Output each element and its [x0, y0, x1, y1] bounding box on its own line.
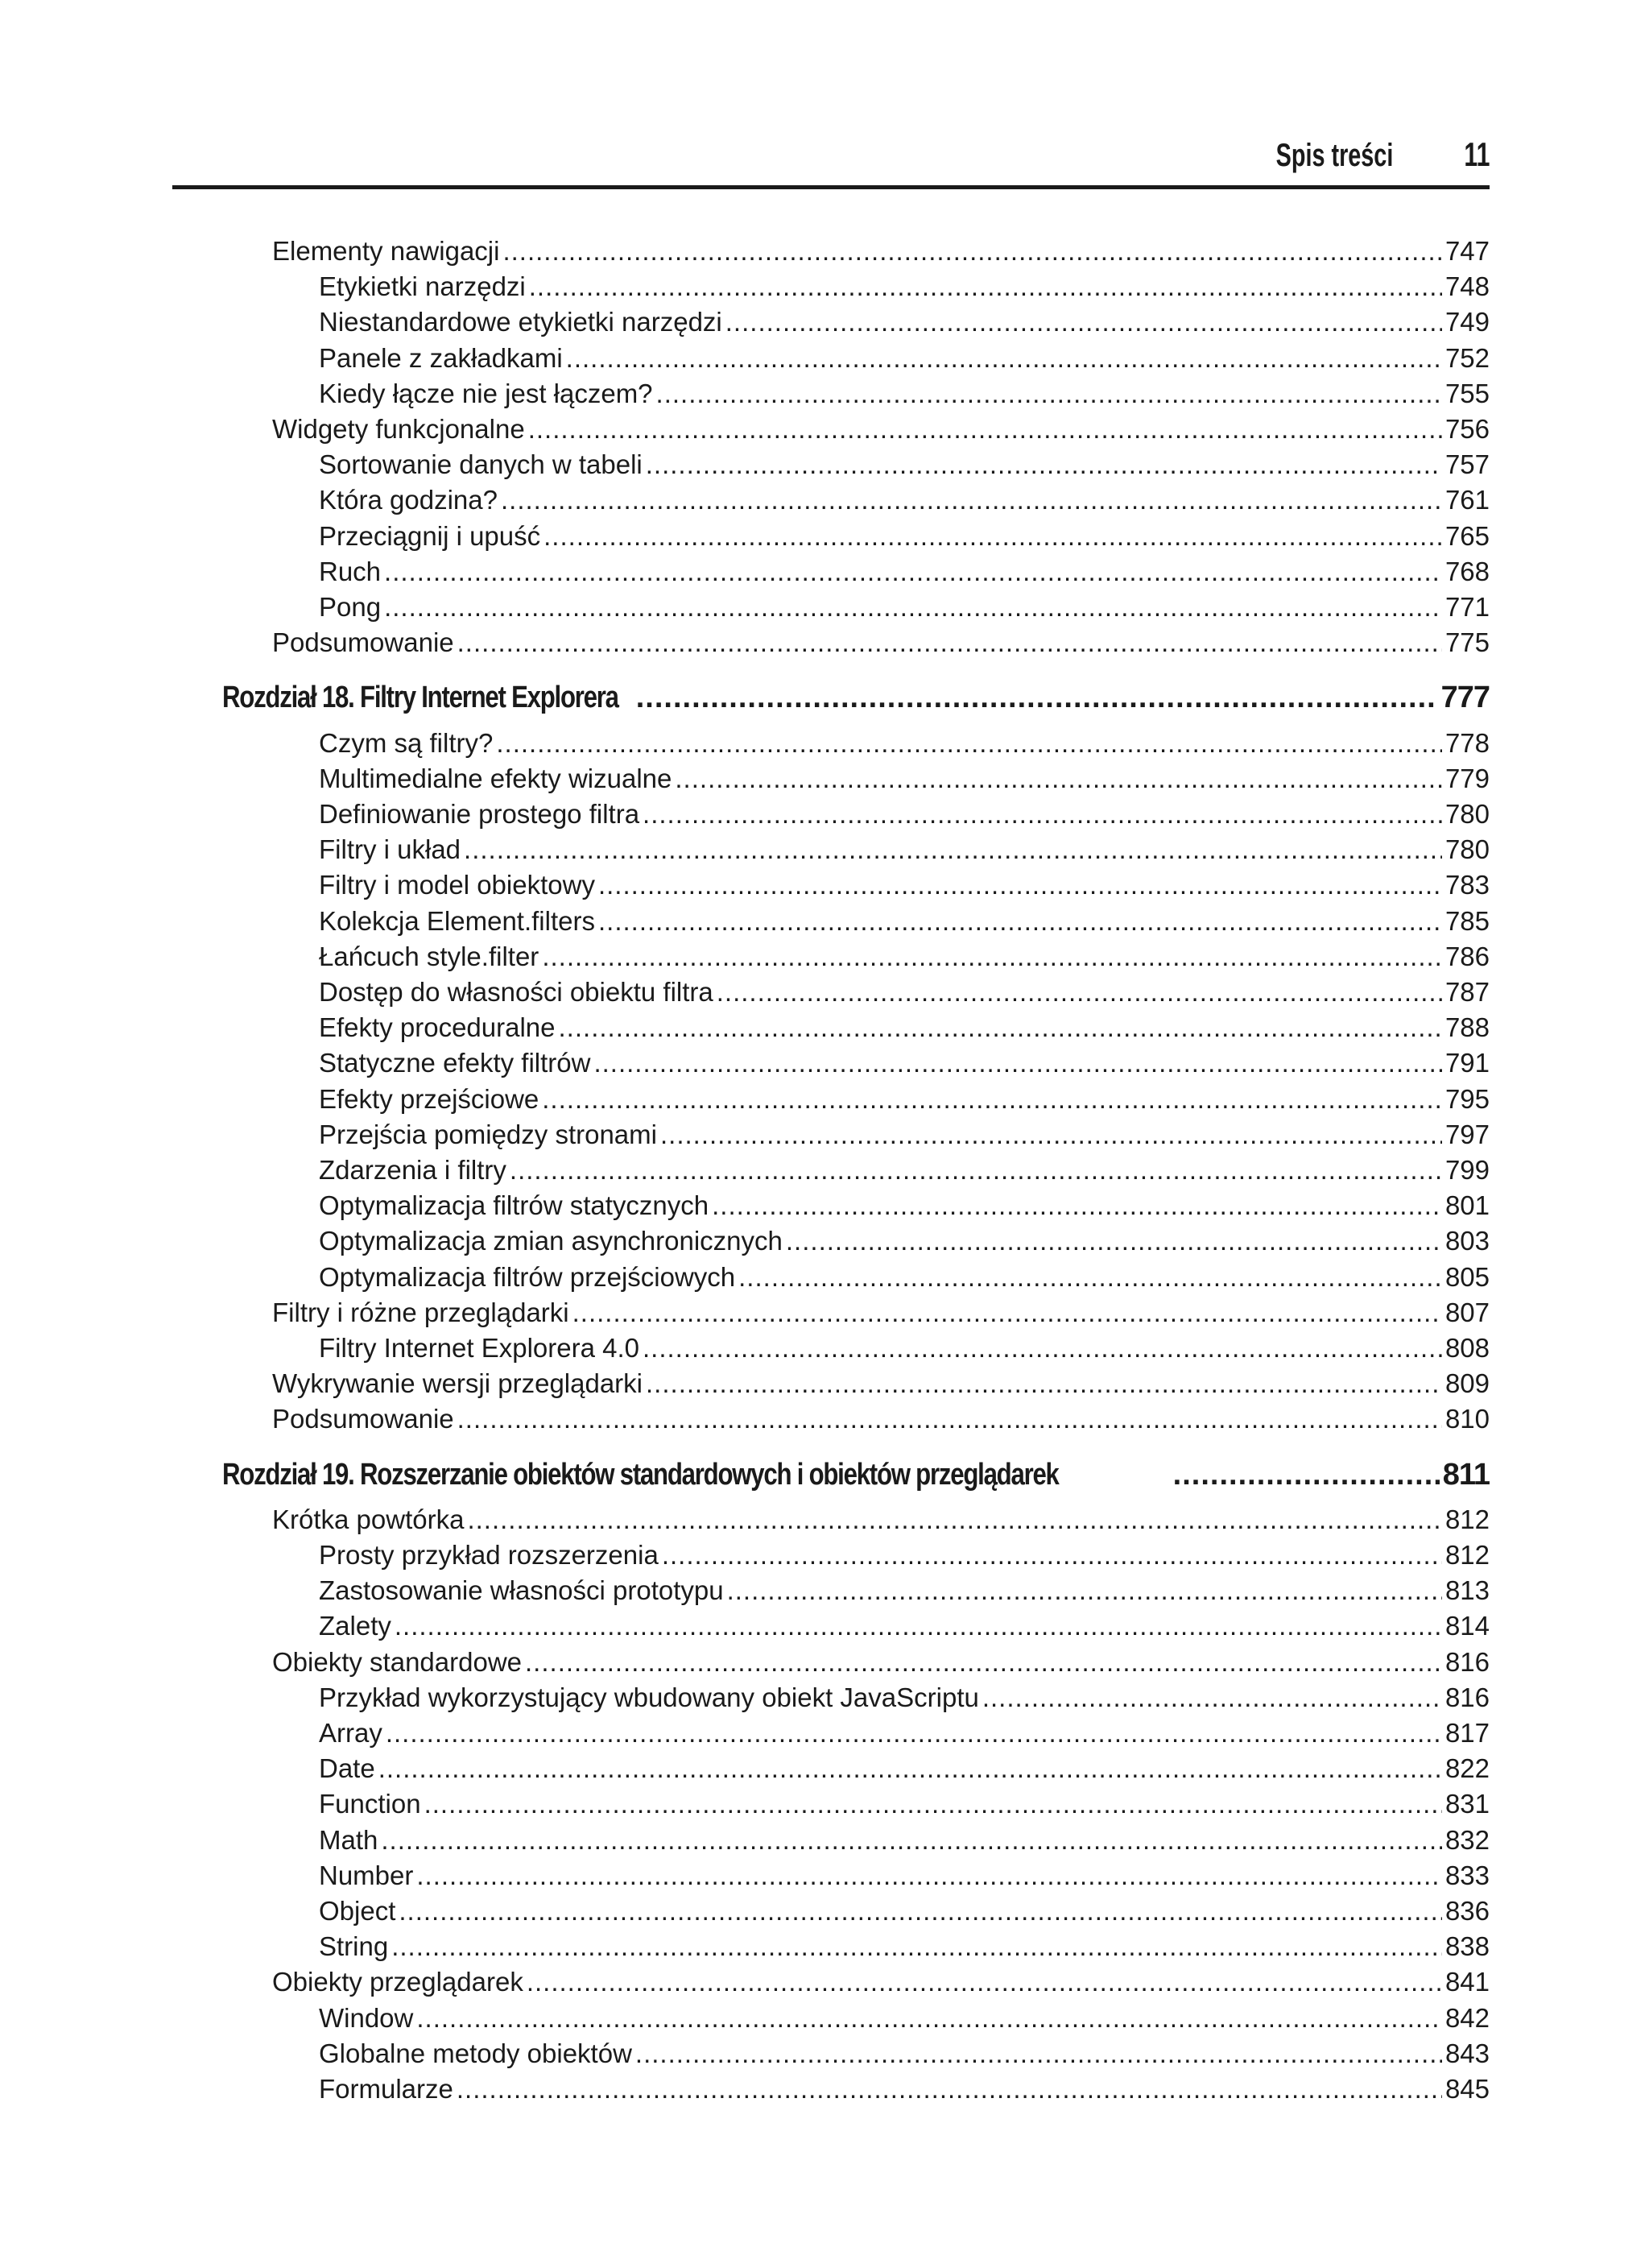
dot-leader: [395, 1608, 1442, 1644]
toc-entry-label: String: [319, 1931, 389, 1962]
toc-entry-page: 816: [1444, 1682, 1490, 1712]
toc-entry: [319, 1786, 1490, 1822]
toc-entry: [272, 1295, 1490, 1331]
toc-entry-page: 803: [1444, 1226, 1490, 1256]
toc-entry: [319, 519, 1490, 554]
toc-entry-page: 799: [1444, 1155, 1490, 1185]
toc-entry: [319, 975, 1490, 1010]
dot-leader: [542, 1082, 1442, 1117]
toc-entry-page: 812: [1444, 1540, 1490, 1570]
toc-entry: [319, 554, 1490, 590]
toc-entry-label: Definiowanie prostego filtra: [319, 799, 640, 829]
dot-leader: [416, 2001, 1442, 2036]
toc-entry-label: Czym są filtry?: [319, 727, 494, 758]
dot-leader: [675, 761, 1442, 797]
dot-leader: [501, 482, 1442, 518]
dot-leader: [510, 1153, 1442, 1188]
toc-entry-page: 842: [1444, 2002, 1490, 2033]
toc-entry: [319, 867, 1490, 903]
toc-entry: [319, 1260, 1490, 1295]
toc-entry-label: Filtry i model obiektowy: [319, 870, 595, 900]
toc-entry: [319, 1929, 1490, 1964]
toc-entry-page: 822: [1444, 1753, 1490, 1784]
toc-entry-page: 805: [1444, 1261, 1490, 1292]
dot-leader: [381, 1823, 1442, 1858]
toc-entry-label: Panele z zakładkami: [319, 342, 563, 373]
toc-entry: [319, 726, 1490, 761]
toc-entry: [319, 2036, 1490, 2071]
toc-entry-page: 832: [1444, 1824, 1490, 1855]
toc-entry-page: 752: [1444, 342, 1490, 373]
toc-entry-label: Zalety: [319, 1611, 391, 1641]
dot-leader: [643, 797, 1442, 832]
toc-entry-page: 831: [1444, 1789, 1490, 1819]
toc-entry: [319, 482, 1490, 518]
toc-entry-label: Number: [319, 1860, 414, 1890]
toc-entry-page: 771: [1444, 592, 1490, 622]
toc-entry-label: Kolekcja Element.filters: [319, 905, 595, 936]
toc-entry-page: 780: [1444, 799, 1490, 829]
toc-entry-page: 755: [1444, 378, 1490, 408]
toc-entry-page: 749: [1444, 307, 1490, 337]
toc-entry-label: Obiekty przeglądarek: [272, 1967, 523, 1997]
toc-entry: [319, 1082, 1490, 1117]
toc-entry-page: 777: [1440, 681, 1490, 715]
dot-leader: [384, 554, 1442, 590]
dot-leader: [712, 1188, 1442, 1223]
toc-entry: [319, 590, 1490, 625]
toc-entry-page: 768: [1444, 556, 1490, 586]
toc-entry-page: 791: [1444, 1048, 1490, 1078]
toc-entry: [319, 304, 1490, 340]
toc-entry: [319, 761, 1490, 797]
toc-entry: [272, 1366, 1490, 1401]
toc-entry: [272, 1502, 1490, 1538]
toc-entry-page: 816: [1444, 1646, 1490, 1677]
dot-leader: [457, 625, 1442, 660]
toc-entry-label: Kiedy łącze nie jest łączem?: [319, 378, 653, 408]
toc-entry-page: 801: [1444, 1190, 1490, 1221]
dot-leader: [543, 519, 1442, 554]
dot-leader: [416, 1858, 1442, 1893]
toc-entry-page: 748: [1444, 271, 1490, 302]
toc-entry: [319, 1823, 1490, 1858]
dot-leader: [464, 832, 1442, 867]
header-title: Spis treści: [1275, 138, 1393, 173]
toc-entry-label: Date: [319, 1753, 375, 1784]
toc-entry-label: Zdarzenia i filtry: [319, 1155, 506, 1185]
toc-entry-page: 841: [1444, 1967, 1490, 1997]
toc-entry-page: 756: [1444, 414, 1490, 444]
dot-leader: [727, 1573, 1442, 1608]
toc-entry-label: Przeciągnij i upuść: [319, 520, 541, 551]
dot-leader: [559, 1010, 1442, 1045]
dot-leader: [424, 1786, 1442, 1822]
toc-entry: [319, 797, 1490, 832]
toc-entry: [272, 1964, 1490, 2000]
toc-entry-page: 795: [1444, 1083, 1490, 1114]
toc-entry-page: 812: [1444, 1504, 1490, 1534]
toc-entry-page: 786: [1444, 941, 1490, 971]
toc-entry-label: Filtry Internet Explorera 4.0: [319, 1333, 639, 1363]
toc-entry-page: 836: [1444, 1896, 1490, 1926]
toc-entry: [272, 234, 1490, 269]
toc-entry-page: 833: [1444, 1860, 1490, 1890]
dot-leader: [384, 590, 1442, 625]
toc-entry-label: Optymalizacja filtrów przejściowych: [319, 1261, 736, 1292]
toc-entry-label: Optymalizacja zmian asynchronicznych: [319, 1226, 783, 1256]
dot-leader: [1173, 1457, 1440, 1492]
dot-leader: [399, 1893, 1442, 1929]
toc-entry-page: 811: [1442, 1457, 1490, 1492]
dot-leader: [598, 904, 1442, 939]
dot-leader: [660, 1117, 1442, 1153]
toc-entry-page: 810: [1444, 1404, 1490, 1434]
toc-entry: [319, 1153, 1490, 1188]
toc-entry-label: Podsumowanie: [272, 627, 454, 658]
toc-entry: [319, 939, 1490, 975]
toc-entry-label: Która godzina?: [319, 485, 498, 515]
dot-leader: [529, 269, 1442, 304]
header-page-number: 11: [1464, 135, 1490, 173]
toc-entry: [319, 1858, 1490, 1893]
toc-entry: [319, 1223, 1490, 1259]
toc-entry: [319, 1331, 1490, 1366]
toc-entry: [319, 1538, 1490, 1573]
dot-leader: [598, 867, 1442, 903]
dot-leader: [572, 1295, 1442, 1331]
toc-entry-label: Pong: [319, 592, 382, 622]
toc-entry-label: Rozdział 18. Filtry Internet Explorera: [222, 681, 618, 715]
toc-entry: [272, 625, 1490, 660]
toc-entry-label: Filtry i różne przeglądarki: [272, 1297, 569, 1327]
toc-entry: [319, 1893, 1490, 1929]
dot-leader: [646, 447, 1442, 482]
toc-entry: [319, 2001, 1490, 2036]
toc-entry: [319, 904, 1490, 939]
dot-leader: [525, 1645, 1442, 1680]
dot-leader: [635, 2036, 1442, 2071]
dot-leader: [636, 680, 1438, 715]
toc-entry-page: 797: [1444, 1119, 1490, 1149]
toc-entry-label: Efekty przejściowe: [319, 1083, 539, 1114]
toc-entry-page: 765: [1444, 520, 1490, 551]
toc-entry-label: Krótka powtórka: [272, 1504, 465, 1534]
dot-leader: [646, 1366, 1442, 1401]
toc-entry: [319, 1045, 1490, 1081]
toc-entry: [319, 447, 1490, 482]
dot-leader: [391, 1929, 1442, 1964]
dot-leader: [378, 1751, 1442, 1786]
dot-leader: [527, 1964, 1442, 2000]
toc-entry-label: Formularze: [319, 2074, 453, 2104]
dot-leader: [593, 1045, 1441, 1081]
toc-entry: [319, 376, 1490, 412]
toc-entry: [319, 1573, 1490, 1608]
toc-entry-page: 838: [1444, 1931, 1490, 1962]
toc-entry-page: 775: [1444, 627, 1490, 658]
toc-entry: [319, 1715, 1490, 1751]
toc-entry-label: Filtry i układ: [319, 834, 461, 865]
toc-entry-label: Etykietki narzędzi: [319, 271, 526, 302]
toc-entry-label: Dostęp do własności obiektu filtra: [319, 977, 713, 1007]
dot-leader: [656, 376, 1442, 412]
toc-entry: [272, 1401, 1490, 1437]
toc-entry-label: Function: [319, 1789, 421, 1819]
toc-entry-label: Multimedialne efekty wizualne: [319, 763, 672, 793]
toc-entry-label: Prosty przykład rozszerzenia: [319, 1540, 659, 1570]
toc-entry-page: 747: [1444, 236, 1490, 266]
toc-entry-page: 779: [1444, 763, 1490, 793]
toc-entry-label: Zastosowanie własności prototypu: [319, 1575, 724, 1606]
toc-entry: [319, 1117, 1490, 1153]
toc-entry-page: 814: [1444, 1611, 1490, 1641]
toc-entry-page: 757: [1444, 449, 1490, 480]
dot-leader: [662, 1538, 1442, 1573]
dot-leader: [386, 1715, 1442, 1751]
toc-entry: [319, 1608, 1490, 1644]
toc-entry-page: 809: [1444, 1368, 1490, 1399]
dot-leader: [457, 2071, 1442, 2107]
toc-entry: [272, 1645, 1490, 1680]
dot-leader: [717, 975, 1442, 1010]
toc-entry-page: 788: [1444, 1012, 1490, 1043]
dot-leader: [496, 726, 1442, 761]
toc-entry-label: Window: [319, 2002, 414, 2033]
toc-entry-label: Optymalizacja filtrów statycznych: [319, 1190, 709, 1221]
toc-entry-label: Wykrywanie wersji przeglądarki: [272, 1368, 643, 1399]
toc-entry-label: Efekty proceduralne: [319, 1012, 556, 1043]
dot-leader: [457, 1401, 1442, 1437]
dot-leader: [725, 304, 1442, 340]
toc-entry-label: Math: [319, 1824, 378, 1855]
toc-entry: [319, 1680, 1490, 1715]
dot-leader: [738, 1260, 1442, 1295]
dot-leader: [528, 412, 1442, 447]
dot-leader: [786, 1223, 1442, 1259]
dot-leader: [982, 1680, 1442, 1715]
toc-entry-label: Array: [319, 1718, 382, 1748]
toc-chapter-entry: [222, 1457, 1490, 1492]
toc-entry-page: 783: [1444, 870, 1490, 900]
toc-entry-label: Statyczne efekty filtrów: [319, 1048, 591, 1078]
toc-entry: [272, 412, 1490, 447]
toc-entry-label: Przejścia pomiędzy stronami: [319, 1119, 657, 1149]
toc-chapter-entry: [222, 680, 1490, 715]
toc-entry-page: 785: [1444, 905, 1490, 936]
toc-entry-label: Ruch: [319, 556, 382, 586]
toc-entry-page: 778: [1444, 727, 1490, 758]
toc-entry-label: Sortowanie danych w tabeli: [319, 449, 643, 480]
toc-entry-label: Podsumowanie: [272, 1404, 454, 1434]
toc-entry: [319, 1010, 1490, 1045]
toc-entry-label: Widgety funkcjonalne: [272, 414, 525, 444]
toc-entry-label: Rozdział 19. Rozszerzanie obiektów standardowych i obiektów przeglądarek: [222, 1457, 1059, 1492]
toc-entry: [319, 341, 1490, 376]
toc-entry: [319, 1188, 1490, 1223]
toc-entry: [319, 1751, 1490, 1786]
dot-leader: [566, 341, 1442, 376]
toc-entry-page: 761: [1444, 485, 1490, 515]
toc-entry-page: 787: [1444, 977, 1490, 1007]
toc-entry: [319, 832, 1490, 867]
toc-entry: [319, 269, 1490, 304]
dot-leader: [467, 1502, 1441, 1538]
toc-entry-label: Elementy nawigacji: [272, 236, 500, 266]
dot-leader: [502, 234, 1441, 269]
toc-entry-page: 780: [1444, 834, 1490, 865]
toc-entry-page: 807: [1444, 1297, 1490, 1327]
toc-entry-label: Niestandardowe etykietki narzędzi: [319, 307, 722, 337]
toc-entry-label: Globalne metody obiektów: [319, 2038, 632, 2068]
toc-entry-page: 813: [1444, 1575, 1490, 1606]
toc-entry-page: 843: [1444, 2038, 1490, 2068]
toc-entry-label: Łańcuch style.filter: [319, 941, 539, 971]
dot-leader: [542, 939, 1442, 975]
toc-entry: [319, 2071, 1490, 2107]
toc-entry-page: 817: [1444, 1718, 1490, 1748]
toc-entry-label: Przykład wykorzystujący wbudowany obiekt JavaScriptu: [319, 1682, 979, 1712]
toc-entry-label: Obiekty standardowe: [272, 1646, 523, 1677]
toc-entry-label: Object: [319, 1896, 396, 1926]
toc-entry-page: 808: [1444, 1333, 1490, 1363]
toc-entry-page: 845: [1444, 2074, 1490, 2104]
dot-leader: [643, 1331, 1442, 1366]
